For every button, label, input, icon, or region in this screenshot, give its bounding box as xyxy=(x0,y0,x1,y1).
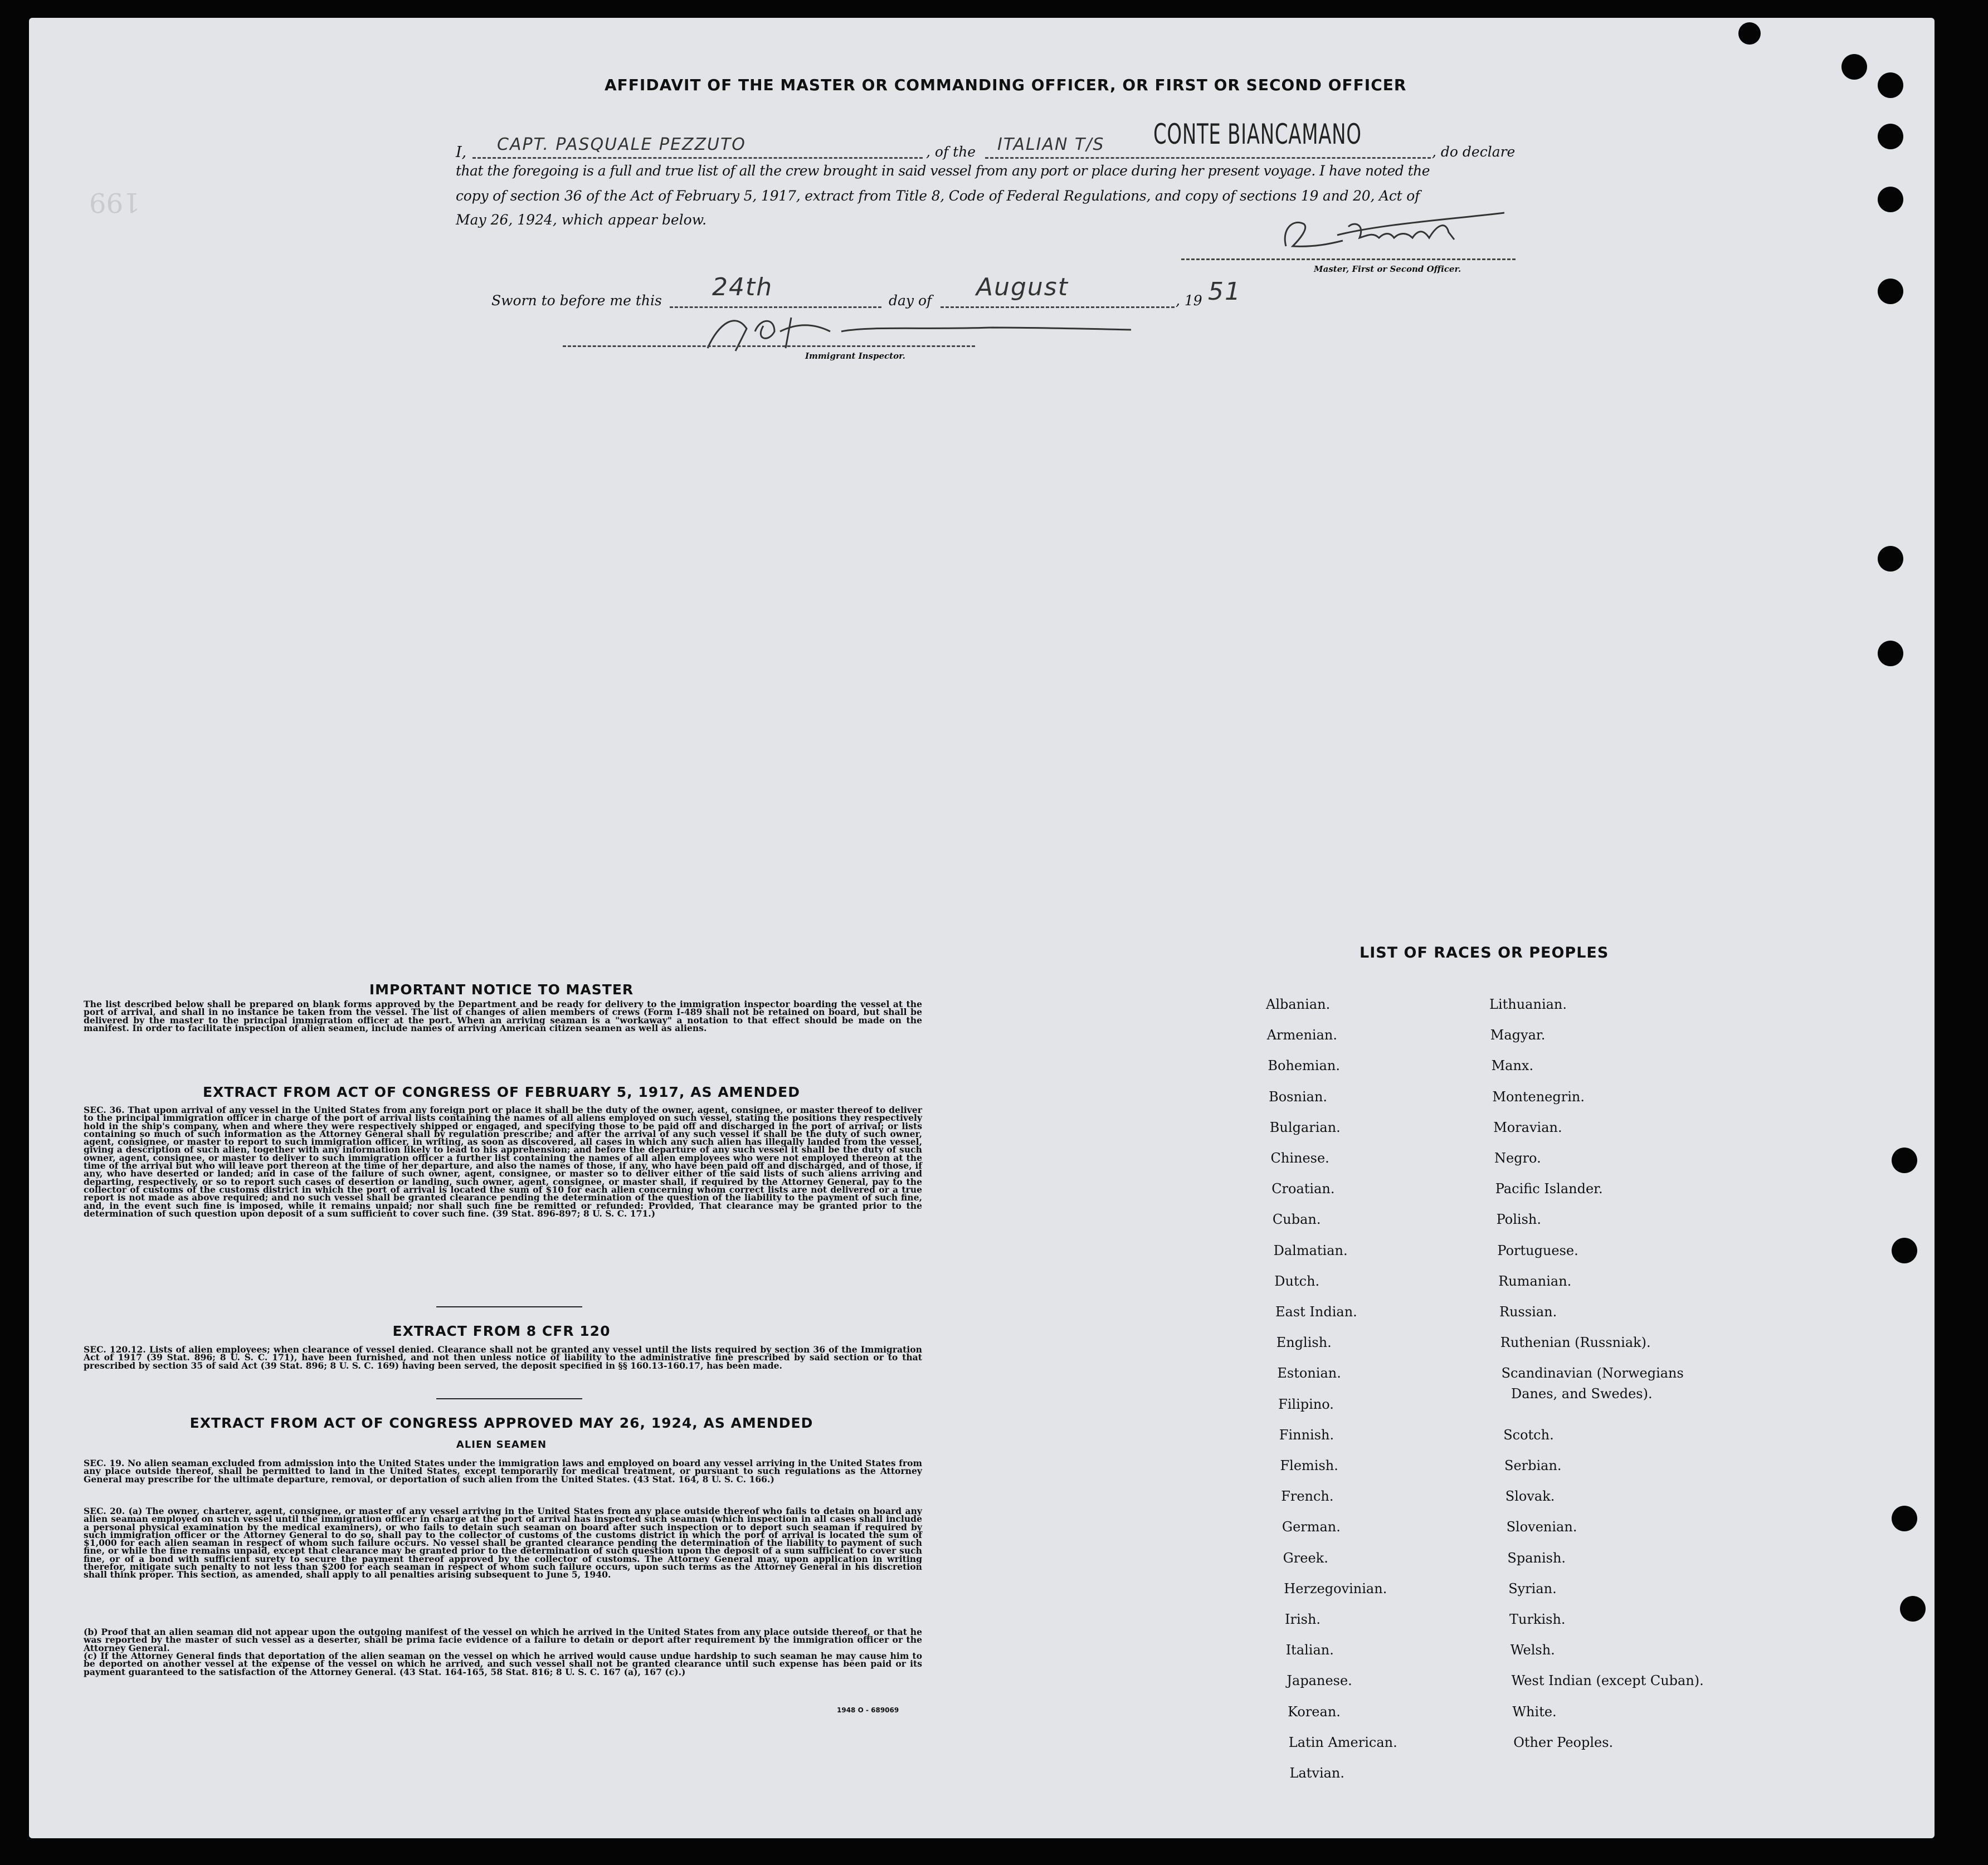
officer-caption: Master, First or Second Officer. xyxy=(1314,264,1461,274)
race-item: French. xyxy=(1281,1488,1334,1505)
year-value: 51 xyxy=(1208,277,1241,306)
day-value: 24th xyxy=(712,273,773,301)
race-item: Bosnian. xyxy=(1269,1088,1328,1105)
sec-19-text: SEC. 19. No alien seaman excluded from admission into the United States under the immigration laws and employed on board any vessel arriving in the United States from any place outside thereof, shall be permitted to land in the United States, except temporarily for medical treatment, or pursuant to such regulations as the Attorney General may prescribe for the ultimate departure, removal, or deportation of such alien from the United States. (43 Stat. 164, 8 U. S. C. 166.) xyxy=(84,1458,922,1485)
race-item: Montenegrin. xyxy=(1492,1088,1585,1105)
race-item: Flemish. xyxy=(1280,1458,1338,1473)
race-item: Turkish. xyxy=(1509,1612,1566,1627)
race-item: Serbian. xyxy=(1504,1458,1562,1473)
binder-hole xyxy=(1892,1506,1917,1531)
binder-hole xyxy=(1892,1238,1917,1263)
race-item: Armenian. xyxy=(1266,1027,1337,1043)
master-name: CAPT. PASQUALE PEZZUTO xyxy=(497,135,746,154)
race-item: Dalmatian. xyxy=(1273,1242,1348,1258)
race-item: Lithuanian. xyxy=(1489,997,1567,1012)
extract-1924-title: EXTRACT FROM ACT OF CONGRESS APPROVED MAY 26, 1924, AS AMENDED xyxy=(189,1415,813,1431)
binder-hole xyxy=(1878,187,1903,212)
race-item: White. xyxy=(1512,1703,1557,1720)
race-item: Pacific Islander. xyxy=(1495,1181,1603,1197)
inspector-signature xyxy=(702,301,1137,357)
race-item: West Indian (except Cuban). xyxy=(1511,1673,1704,1689)
officer-signature xyxy=(1270,207,1504,263)
race-item: Irish. xyxy=(1285,1612,1321,1627)
vessel-line xyxy=(985,157,1431,159)
race-item: Albanian. xyxy=(1266,997,1331,1012)
affidavit-title: AFFIDAVIT OF THE MASTER OR COMMANDING OFFICER, OR FIRST OR SECOND OFFICER xyxy=(605,76,1407,94)
race-item: Herzegovinian. xyxy=(1284,1580,1387,1597)
extract-8cfr-text: SEC. 120.12. Lists of alien employees; when clearance of vessel denied. Clearance shall not be granted any vessel until the lists required by section 36 of the Immigration Act of 1917 (39 Stat. 896; 8 U. S. C. 171), have been furnished, and not then unless notice of liability to the administrative fine prescribed by said section or to that prescribed by section 35 of said Act (39 Stat. 896; 8 U. S. C. 169) having been served, the deposit specified in §§ 160.13-160.17, has been made. xyxy=(84,1344,922,1371)
binder-hole xyxy=(1878,546,1903,572)
race-item: Finnish. xyxy=(1279,1427,1334,1443)
race-item: Slovak. xyxy=(1505,1488,1555,1505)
race-item: Russian. xyxy=(1499,1304,1557,1320)
sec-20b-text: (b) Proof that an alien seaman did not appear upon the outgoing manifest of the vessel on which he arrived in the United States from any place outside thereof, or that he was reported by the master of such vessel as a deserter, shall be prima facie evidence of a failure to detain or deport after requirement by the immigration officer or the Attorney General. xyxy=(84,1627,922,1653)
i-label: I, xyxy=(456,144,467,161)
race-item: Danes, and Swedes). xyxy=(1511,1386,1653,1402)
races-title: LIST OF RACES OR PEOPLES xyxy=(1360,944,1609,961)
race-item: Syrian. xyxy=(1508,1580,1557,1597)
race-item: Korean. xyxy=(1288,1703,1341,1720)
month-value: August xyxy=(976,273,1069,301)
extract-1917-title: EXTRACT FROM ACT OF CONGRESS OF FEBRUARY 5, 1917, AS AMENDED xyxy=(202,1084,801,1100)
binder-hole xyxy=(1900,1596,1926,1622)
race-item: Cuban. xyxy=(1272,1212,1321,1228)
section-rule xyxy=(436,1398,582,1399)
race-item: Bohemian. xyxy=(1268,1058,1340,1074)
race-item: Dutch. xyxy=(1274,1273,1320,1289)
faint-page-number: 199 xyxy=(89,187,140,218)
race-item: Scotch. xyxy=(1503,1427,1554,1443)
sworn-label: Sworn to before me this xyxy=(491,292,662,309)
sec-20c-text: (c) If the Attorney General finds that deportation of the alien seaman on the vessel on which he arrived would cause undue hardship to such seaman he may cause him to be deported on another vessel at the expense of the vessel on which he arrived, and such vessel shall not be granted clearance until such expense has been paid or its payment guaranteed to the satisfaction of the Attorney General. (43 Stat. 164-165, 58 Stat. 816; 8 U. S. C. 167 (a), 167 (c).) xyxy=(84,1651,922,1677)
race-item: Portuguese. xyxy=(1497,1242,1578,1258)
race-item: Croatian. xyxy=(1271,1181,1335,1197)
notice-title: IMPORTANT NOTICE TO MASTER xyxy=(369,982,634,998)
extract-1924-subtitle: ALIEN SEAMEN xyxy=(456,1439,547,1451)
sec-20a-text: SEC. 20. (a) The owner, charterer, agent, consignee, or master of any vessel arriving in the United States from any place outside thereof who fails to detain on board any alien seaman employed on such vessel until the immigration officer in charge at the port of arrival has inspected such seaman (which inspection in all cases shall include a personal physical examination by the medical examiners), or who fails to detain such seaman on board after such inspection or to deport such seaman if required by such immigration officer or the Attorney General to do so, shall pay to the collector of customs of the customs district in which the port of arrival is located the sum of $1,000 for each alien seaman in respect of whom such failure occurs. No vessel shall be granted clearance pending the determination of the liability to payment of such fine, or while the fine remains unpaid, except that clearance may be granted prior to the determination of such question upon the deposit of a sum sufficient to cover such fine, or of a bond with sufficient surety to secure the payment thereof approved by the collector of customs. The Attorney General may, upon application in writing therefor, mitigate such penalty to not less than $200 for each seaman in respect of whom such failure occurs, upon such terms as the Attorney General in his discretion shall think proper. This section, as amended, shall apply to all penalties arising subsequent to June 5, 1940. xyxy=(84,1506,922,1580)
race-item: Greek. xyxy=(1283,1550,1328,1566)
race-item: Estonian. xyxy=(1277,1365,1341,1381)
race-item: Manx. xyxy=(1491,1058,1534,1074)
vessel-stamp: CONTE BIANCAMANO xyxy=(1153,118,1362,150)
binder-hole xyxy=(1878,72,1903,98)
race-item: Scandinavian (Norwegians xyxy=(1501,1365,1684,1381)
inspector-caption: Immigrant Inspector. xyxy=(805,351,905,361)
vessel-handwritten: ITALIAN T/S xyxy=(997,135,1105,154)
binder-hole xyxy=(1841,54,1867,80)
race-item: Ruthenian (Russniak). xyxy=(1500,1335,1651,1351)
race-item: English. xyxy=(1276,1335,1332,1351)
extract-8cfr-title: EXTRACT FROM 8 CFR 120 xyxy=(392,1323,611,1339)
race-item: Polish. xyxy=(1496,1212,1541,1228)
section-rule xyxy=(436,1306,582,1307)
binder-hole xyxy=(1878,641,1903,666)
affidavit-line-2: copy of section 36 of the Act of February 5, 1917, extract from Title 8, Code of Federal Regulations, and copy of sections 19 and 20, Act of xyxy=(456,188,1420,204)
binder-hole xyxy=(1738,22,1761,45)
race-item: Welsh. xyxy=(1510,1642,1555,1658)
race-item: Latvian. xyxy=(1289,1765,1345,1781)
print-code: 1948 O - 689069 xyxy=(837,1706,899,1714)
affidavit-line-1: that the foregoing is a full and true list of all the crew brought in said vessel from any port or place during her present voyage. I have noted the xyxy=(456,163,1430,179)
race-item: Moravian. xyxy=(1493,1119,1562,1135)
race-item: Latin American. xyxy=(1288,1734,1397,1750)
year-prefix: , 19 xyxy=(1176,292,1202,309)
binder-hole xyxy=(1878,279,1903,304)
race-item: Magyar. xyxy=(1490,1027,1546,1043)
race-item: Chinese. xyxy=(1270,1150,1329,1166)
race-item: Spanish. xyxy=(1507,1550,1566,1566)
of-the-label: , of the xyxy=(926,144,976,160)
race-item: Other Peoples. xyxy=(1513,1734,1614,1750)
race-item: Rumanian. xyxy=(1498,1273,1572,1289)
inspector-signature-line xyxy=(563,345,975,347)
do-declare-label: , do declare xyxy=(1432,144,1516,160)
notice-text: The list described below shall be prepared on blank forms approved by the Department and be ready for delivery to the immigration inspector boarding the vessel at the port of arrival, and shall in no instance be taken from the vessel. The list of changes of alien members of crews (Form I-489 shall not be retained on board, but shall be delivered by the master to the principal immigration officer at the port. When an arriving seaman is a "workaway" a notation to that effect should be made on the manifest. In order to facilitate inspection of alien seamen, include names of arriving American citizen seamen as well as aliens. xyxy=(84,999,922,1033)
race-item: East Indian. xyxy=(1275,1304,1357,1320)
race-item: Filipino. xyxy=(1278,1396,1334,1412)
race-item: Negro. xyxy=(1494,1150,1541,1166)
officer-signature-line xyxy=(1181,258,1516,260)
race-item: Italian. xyxy=(1285,1642,1334,1658)
master-name-line xyxy=(472,157,923,159)
affidavit-line-3: May 26, 1924, which appear below. xyxy=(456,212,707,228)
binder-hole xyxy=(1878,124,1903,149)
race-item: Slovenian. xyxy=(1506,1519,1577,1535)
race-item: Japanese. xyxy=(1287,1673,1352,1689)
day-of-label: day of xyxy=(889,292,932,309)
race-item: Bulgarian. xyxy=(1269,1119,1341,1135)
extract-1917-text: SEC. 36. That upon arrival of any vessel in the United States from any foreign port or place it shall be the duty of the owner, agent, consignee, or master thereof to deliver to the principal immigration officer in charge of the port of arrival lists containing the names of all aliens employed on such vessel, stating the positions they respectively hold in the ship's company, when and where they were respectively shipped or engaged, and specifying those to be paid off and discharged in the port of arrival; or lists containing so much of such information as the Attorney General shall by regulation prescribe; and after the arrival of any such vessel it shall be the duty of such owner, agent, consignee, or master to report to such immigration officer, in writing, as soon as discovered, all cases in which any such alien has illegally landed from the vessel, giving a description of such alien, together with any information likely to lead to his apprehension; and before the departure of any such vessel it shall be the duty of such owner, agent, consignee, or master to deliver to such immigration officer a further list containing the names of all alien employees who were not employed thereon at the time of the arrival but who will leave port thereon at the time of her departure, and also the names of those, if any, who have been paid off and discharged, and of those, if any, who have deserted or landed; and in case of the failure of such owner, agent, consignee, or master so to deliver either of the said lists of such aliens arriving and departing, respectively, or so to report such cases of desertion or landing, such owner, agent, consignee, or master shall, if required by the Attorney General, pay to the collector of customs of the customs district in which the port of arrival is located the sum of $10 for each alien concerning whom correct lists are not delivered or a true report is not made as above required; and no such vessel shall be granted clearance pending the determination of the question of the liability to the payment of such fine, and, in the event such fine is imposed, while it remains unpaid; nor shall such fine be remitted or refunded: Provided, That clearance may be granted prior to the determination of such question upon deposit of a sum sufficient to cover such fine. (39 Stat. 896-897; 8 U. S. C. 171.) xyxy=(84,1105,922,1219)
binder-hole xyxy=(1892,1148,1917,1173)
race-item: German. xyxy=(1282,1519,1341,1535)
